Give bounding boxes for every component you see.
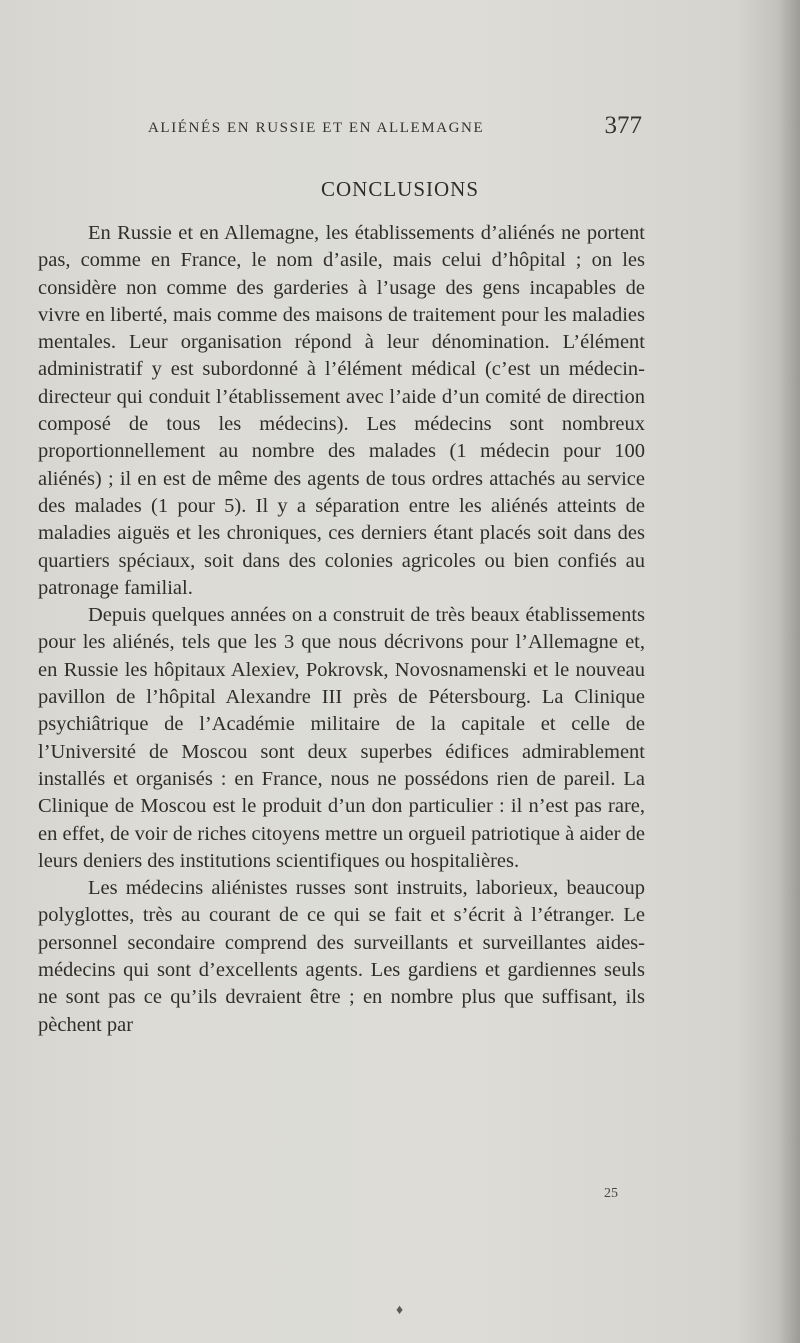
- running-title: ALIÉNÉS EN RUSSIE ET EN ALLEMAGNE: [148, 120, 485, 136]
- paragraph-2: Depuis quelques années on a construit de très beaux établissements pour les aliénés, tels que les 3 que nous décrivons pour l’Allemagne et, en Russie les hôpitaux Alexiev, Pokrovsk, Novosnamenski et le nouveau pavillon de l’hôpital Alexandre III près de Pétersbourg. La Clinique psychiâtrique de l’Académie militaire de la capitale et celle de l’Université de Moscou sont deux superbes édifices admirablement installés et organisés : en France, nous ne possédons rien de pareil. La Clinique de Moscou est le produit d’un don particulier : il n’est pas rare, en effet, de voir de riches citoyens mettre un orgueil patriotique à aider de leurs deniers des institutions scientifiques ou hospitalières.: [38, 604, 645, 872]
- page-edge-shadow: [778, 0, 800, 1343]
- page-number: 377: [604, 112, 642, 139]
- paragraph-3: Les médecins aliénistes russes sont instruits, laborieux, beaucoup polyglottes, très au courant de ce qui se fait et s’écrit à l’étranger. Le personnel secondaire comprend des surveillants et surveillantes aides-médecins qui sont d’excellents agents. Les gardiens et gardiennes seuls ne sont pas ce qu’ils devraient être ; en nombre plus que suffisant, ils pèchent par: [38, 877, 645, 1036]
- bottom-ornament: ♦: [396, 1303, 404, 1318]
- page-header: [148, 112, 648, 152]
- body-text: [38, 220, 645, 1039]
- chapter-title: CONCLUSIONS: [320, 177, 480, 201]
- signature-mark: 25: [604, 1186, 618, 1201]
- paragraph-1: En Russie et en Allemagne, les établissements d’aliénés ne portent pas, comme en France, le nom d’asile, mais celui d’hôpital ; on les considère non comme des garderies à l’usage des gens incapables de vivre en liberté, mais comme des maisons de traitement pour les maladies mentales. Leur organisation répond à leur dénomination. L’élément administratif y est subordonné à l’élément médical (c’est un médecin-directeur qui conduit l’établissement avec l’aide d’un comité de direction composé de tous les médecins). Les médecins sont nombreux proportionnellement au nombre des malades (1 médecin pour 100 aliénés) ; il en est de même des agents de tous ordres attachés au service des malades (1 pour 5). Il y a séparation entre les aliénés atteints de maladies aiguës et les chroniques, ces derniers étant placés soit dans des quartiers spéciaux, soit dans des colonies agricoles ou bien confiés au patronage familial.: [38, 222, 645, 599]
